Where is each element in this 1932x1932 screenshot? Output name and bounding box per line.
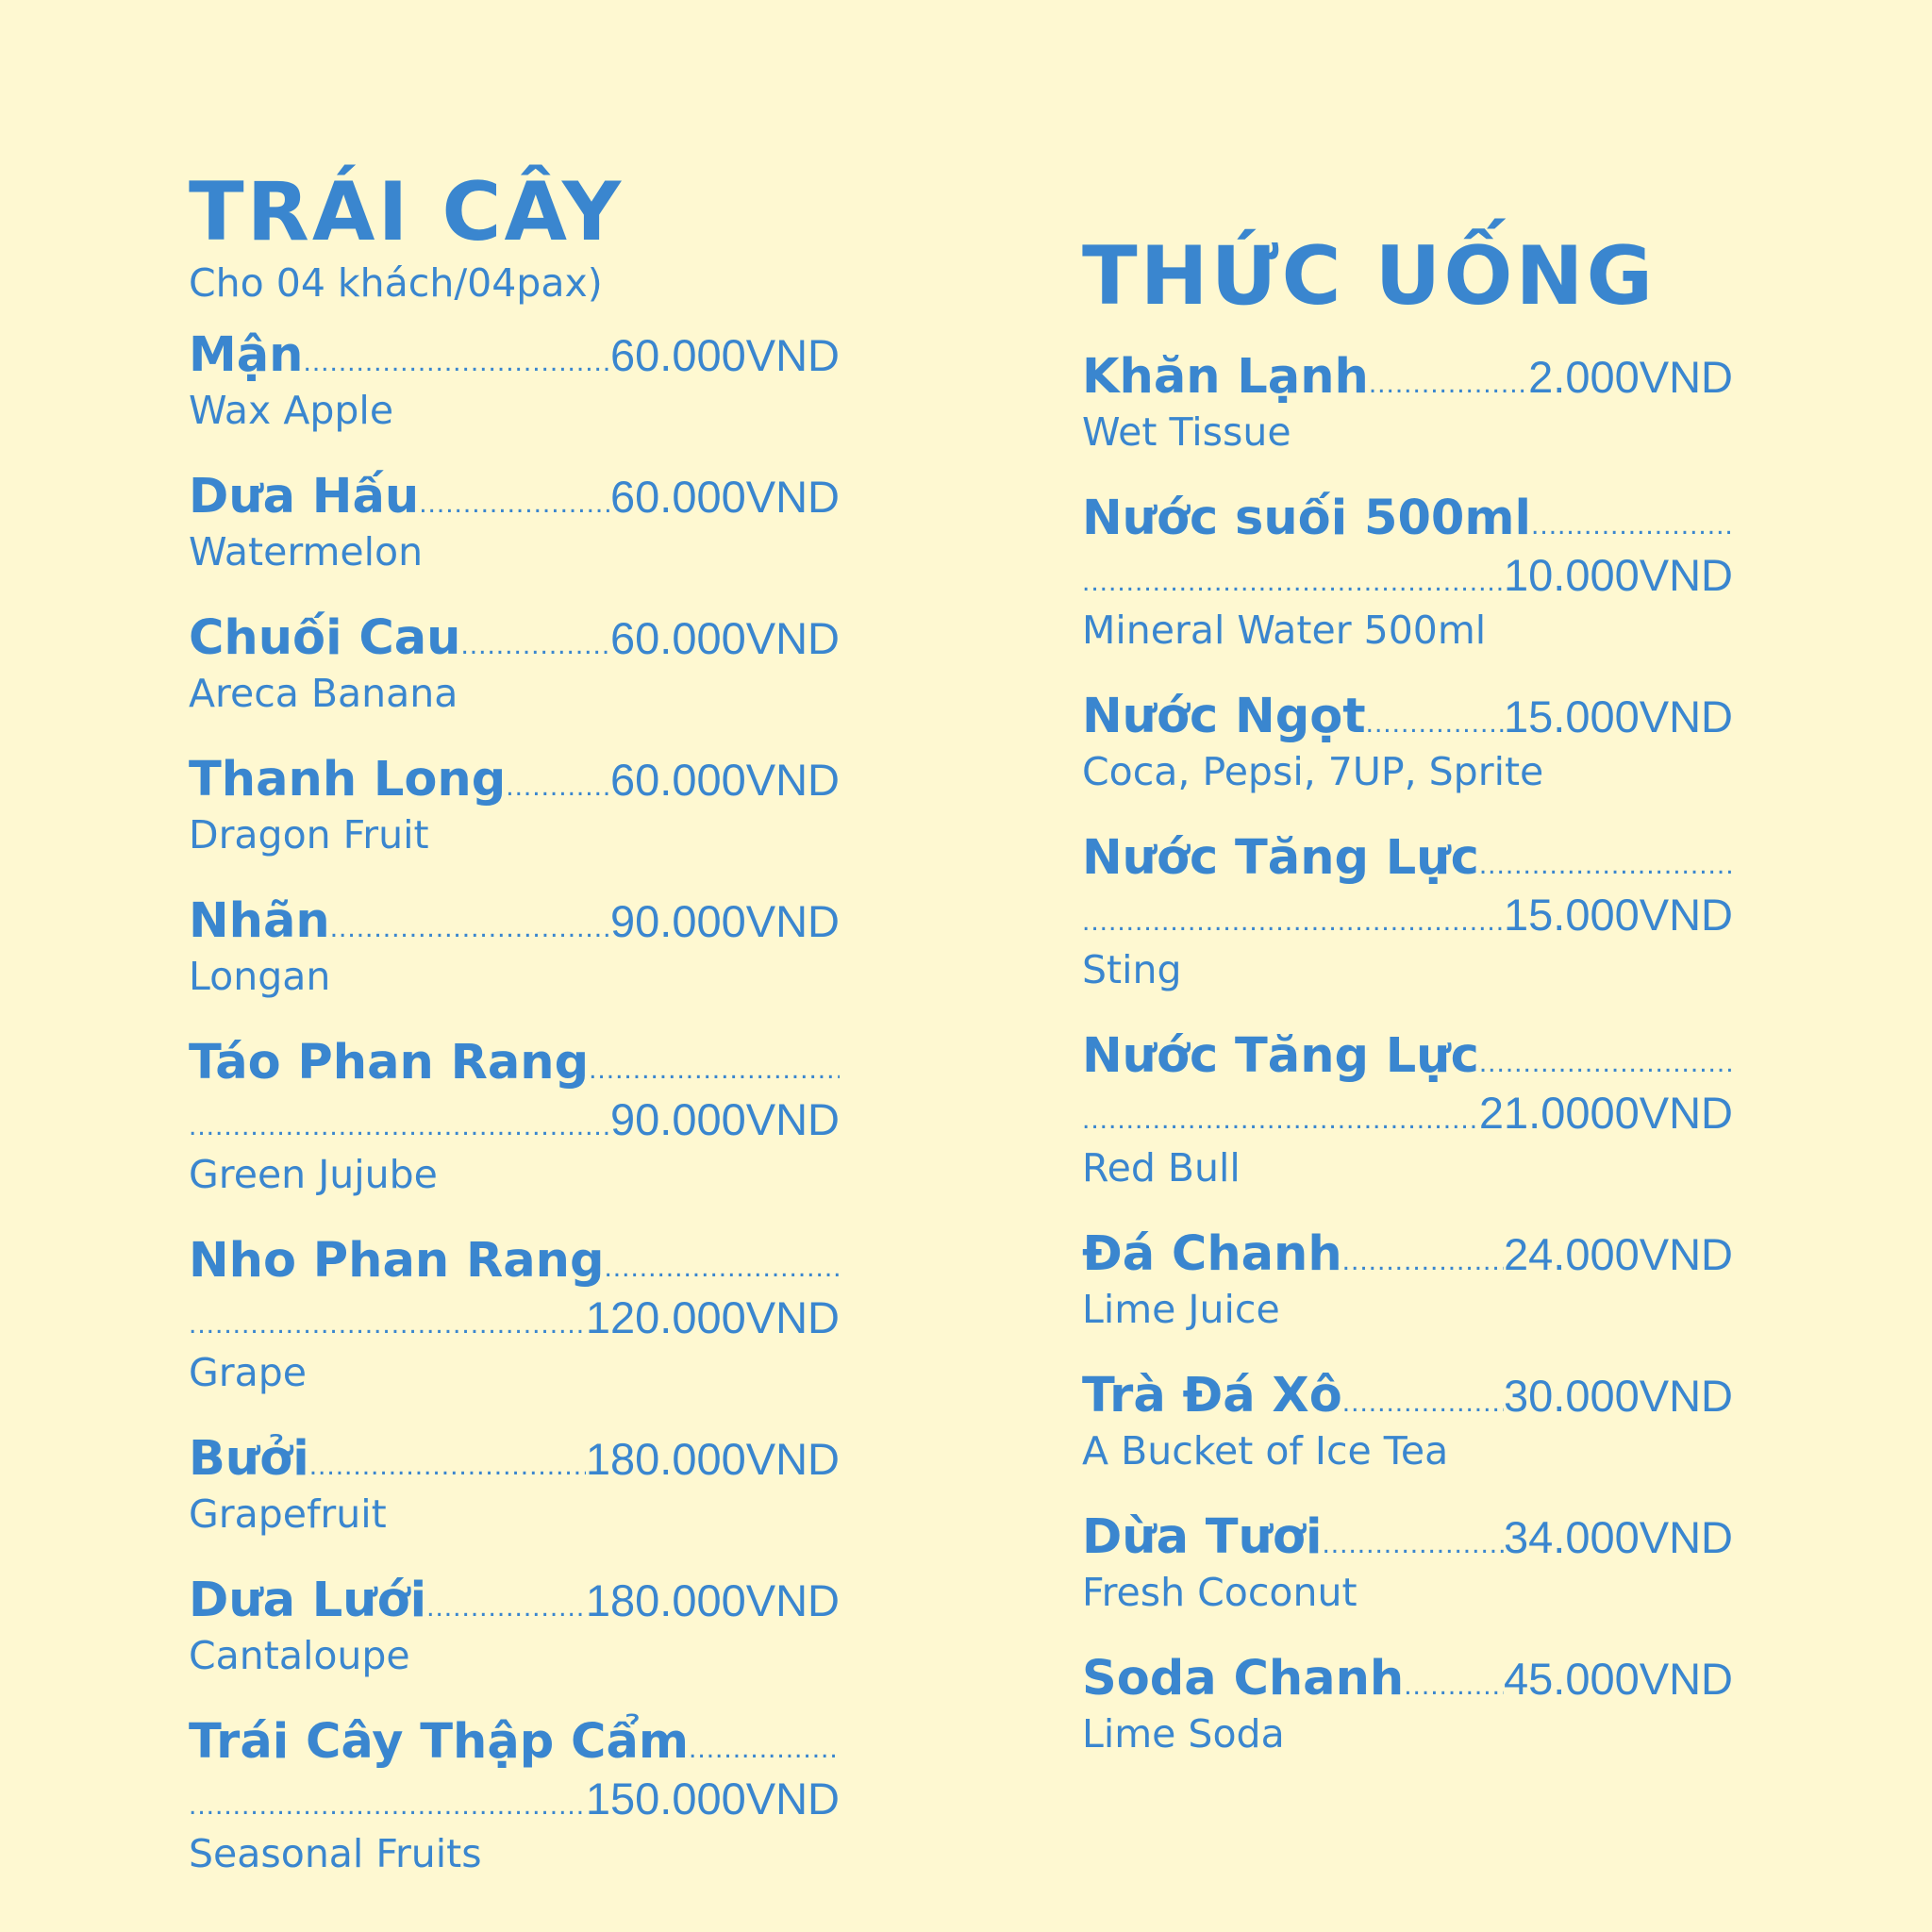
item-name: Khăn Lạnh — [1082, 349, 1369, 405]
dot-leader — [589, 1041, 840, 1098]
item-english-name: Mineral Water 500ml — [1082, 608, 1487, 653]
dot-leader — [506, 758, 610, 815]
item-price: 10.000VND — [1504, 550, 1733, 600]
menu-item-fruit — [189, 327, 840, 435]
item-name: Nước Ngọt — [1082, 689, 1366, 744]
item-name: Nhãn — [189, 893, 330, 949]
item-price: 180.000VND — [585, 1575, 840, 1625]
item-price: 60.000VND — [610, 330, 840, 380]
item-english-name: A Bucket of Ice Tea — [1082, 1428, 1449, 1474]
item-price: 30.000VND — [1504, 1371, 1733, 1421]
item-price: 21.0000VND — [1478, 1088, 1733, 1138]
menu-item-fruit — [189, 1431, 840, 1539]
item-english-name: Wax Apple — [189, 388, 394, 433]
item-price: 24.000VND — [1504, 1229, 1733, 1279]
item-price: 180.000VND — [585, 1434, 840, 1484]
dot-leader — [1369, 356, 1528, 412]
item-price: 60.000VND — [610, 755, 840, 805]
item-price: 15.000VND — [1504, 691, 1733, 741]
item-price: 34.000VND — [1504, 1512, 1733, 1562]
item-english-name: Sting — [1082, 947, 1182, 992]
item-name: Thanh Long — [189, 752, 507, 808]
item-english-name: Lime Soda — [1082, 1711, 1285, 1757]
fruits-section — [189, 160, 840, 1912]
menu-item-fruit — [189, 893, 840, 1001]
dot-leader — [1366, 695, 1504, 752]
menu-item-fruit — [189, 469, 840, 576]
dot-leader — [1479, 1035, 1733, 1091]
dot-leader — [1404, 1657, 1504, 1714]
item-name: Đá Chanh — [1082, 1226, 1342, 1282]
item-english-name: Wet Tissue — [1082, 409, 1291, 455]
item-name: Soda Chanh — [1082, 1651, 1405, 1707]
menu-item-fruit — [189, 752, 840, 859]
menu-item-fruit — [189, 610, 840, 718]
item-english-name: Longan — [189, 954, 331, 999]
menu-item-drink — [1082, 830, 1733, 994]
dot-leader — [1479, 837, 1733, 893]
fruits-subtitle: Cho 04 khách/04pax) — [189, 260, 603, 306]
item-english-name: Green Jujube — [189, 1152, 438, 1197]
dot-leader — [689, 1721, 840, 1777]
item-name: Bưởi — [189, 1431, 309, 1487]
item-english-name: Seasonal Fruits — [189, 1831, 482, 1876]
item-price: 90.000VND — [610, 1094, 840, 1144]
dot-leader — [604, 1240, 840, 1296]
item-name: Trà Đá Xô — [1082, 1368, 1342, 1424]
item-price: 90.000VND — [610, 896, 840, 946]
fruits-title: TRÁI CÂY — [189, 165, 625, 259]
dot-leader — [1322, 1516, 1504, 1573]
menu-item-fruit — [189, 1714, 840, 1878]
item-name: Chuối Cau — [189, 610, 461, 666]
drinks-title: THỨC UỐNG — [1082, 229, 1657, 324]
menu-item-fruit — [189, 1573, 840, 1680]
item-english-name: Red Bull — [1082, 1145, 1241, 1191]
item-english-name: Coca, Pepsi, 7UP, Sprite — [1082, 749, 1544, 794]
dot-leader — [460, 617, 610, 674]
menu-item-fruit — [189, 1233, 840, 1397]
item-name: Nước Tăng Lực — [1082, 830, 1479, 886]
drinks-section — [1082, 229, 1733, 1792]
item-name: Dưa Hấu — [189, 469, 420, 525]
dot-leader — [1082, 893, 1504, 950]
dot-leader — [189, 1098, 610, 1155]
item-name: Nước Tăng Lực — [1082, 1028, 1479, 1084]
item-name: Dưa Lưới — [189, 1573, 427, 1628]
item-price: 60.000VND — [610, 613, 840, 663]
item-price: 150.000VND — [585, 1774, 840, 1824]
menu-item-drink — [1082, 491, 1733, 655]
item-price: 15.000VND — [1504, 890, 1733, 940]
item-name: Táo Phan Rang — [189, 1035, 590, 1091]
menu-item-drink — [1082, 1028, 1733, 1192]
item-english-name: Watermelon — [189, 529, 424, 575]
item-price: 120.000VND — [585, 1292, 840, 1342]
menu-item-drink — [1082, 1368, 1733, 1475]
item-name: Nước suối 500ml — [1082, 491, 1532, 546]
item-price: 45.000VND — [1504, 1654, 1733, 1704]
item-english-name: Dragon Fruit — [189, 812, 429, 858]
dot-leader — [1342, 1233, 1504, 1290]
dot-leader — [1342, 1374, 1504, 1431]
menu-item-fruit — [189, 1035, 840, 1199]
menu-item-drink — [1082, 1509, 1733, 1617]
item-english-name: Cantaloupe — [189, 1633, 410, 1678]
item-price: 60.000VND — [610, 472, 840, 522]
item-english-name: Lime Juice — [1082, 1287, 1280, 1332]
item-name: Nho Phan Rang — [189, 1233, 605, 1289]
item-name: Mận — [189, 327, 304, 383]
item-english-name: Areca Banana — [189, 671, 458, 716]
menu-item-drink — [1082, 1226, 1733, 1334]
item-english-name: Grapefruit — [189, 1491, 387, 1537]
dot-leader — [1082, 1091, 1479, 1148]
dot-leader — [303, 334, 610, 391]
menu-item-drink — [1082, 1651, 1733, 1758]
dot-leader — [419, 475, 610, 532]
dot-leader — [309, 1438, 586, 1494]
dot-leader — [426, 1579, 586, 1636]
item-price: 2.000VND — [1528, 352, 1733, 402]
menu-item-drink — [1082, 349, 1733, 457]
dot-leader — [1531, 497, 1733, 554]
dot-leader — [189, 1777, 586, 1834]
dot-leader — [1082, 554, 1504, 610]
item-name: Trái Cây Thập Cẩm — [189, 1714, 690, 1770]
dot-leader — [189, 1296, 586, 1353]
item-english-name: Grape — [189, 1350, 308, 1395]
menu-item-drink — [1082, 689, 1733, 796]
dot-leader — [330, 900, 610, 957]
item-name: Dừa Tươi — [1082, 1509, 1323, 1565]
item-english-name: Fresh Coconut — [1082, 1570, 1357, 1615]
